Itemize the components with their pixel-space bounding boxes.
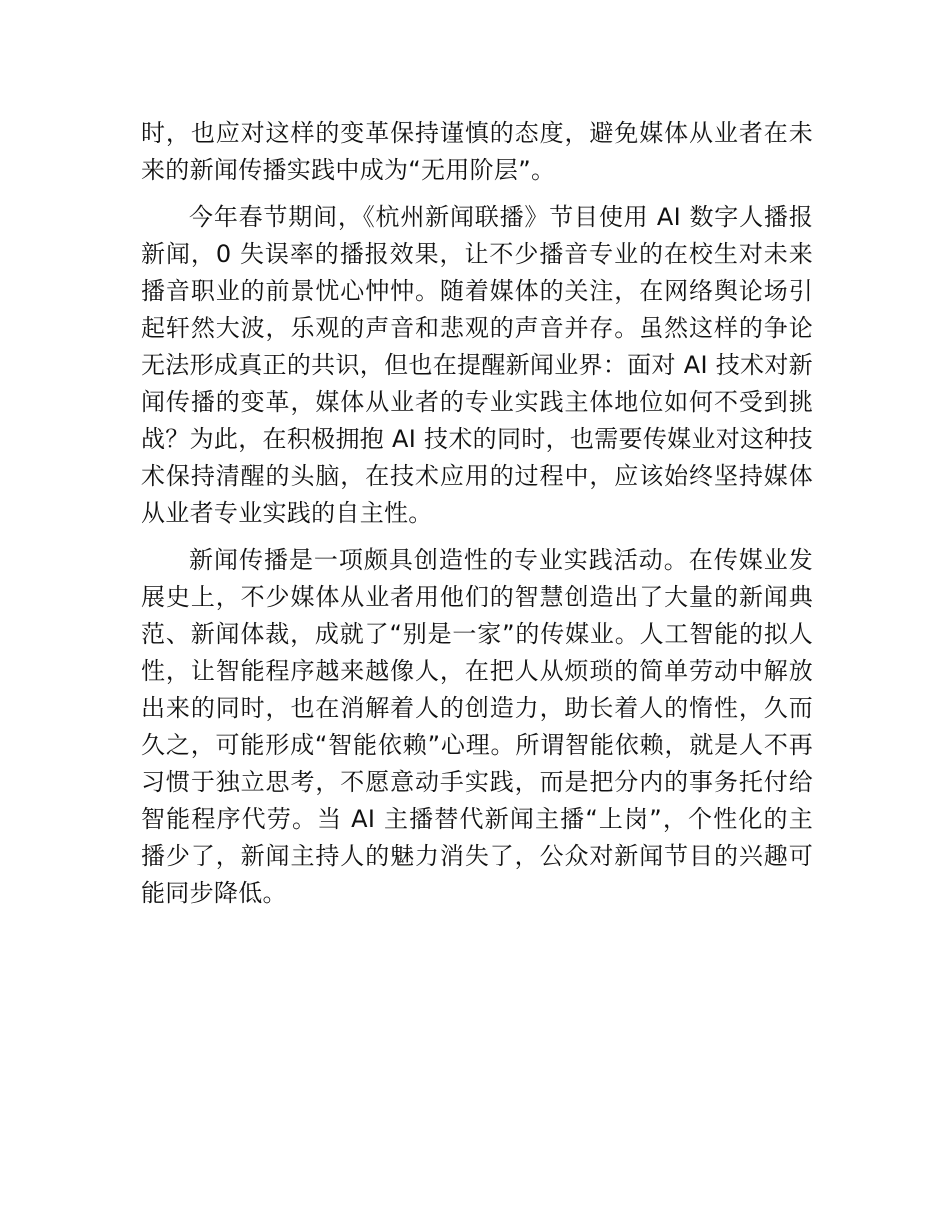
paragraph-continuation: 时，也应对这样的变革保持谨慎的态度，避免媒体从业者在未来的新闻传播实践中成为“无用阶层”。 bbox=[141, 119, 813, 184]
paragraph-creativity-dependence: 新闻传播是一项颇具创造性的专业实践活动。在传媒业发展史上，不少媒体从业者用他们的智慧创造出了大量的新闻典范、新闻体裁，成就了“别是一家”的传媒业。人工智能的拟人性，让智能程序越来越像人，在把人从烦琐的简单劳动中解放出来的同时，也在消解着人的创造力，助长着人的惰性，久而久之，可能形成“智能依赖”心理。所谓智能依赖，就是人不再习惯于独立思考，不愿意动手实践，而是把分内的事务托付给智能程序代劳。当 AI 主播替代新闻主播“上岗”，个性化的主播少了，新闻主持人的魅力消失了，公众对新闻节目的兴趣可能同步降低。 bbox=[141, 546, 813, 907]
document-page bbox=[141, 115, 813, 912]
paragraph-ai-anchor-debate: 今年春节期间，《杭州新闻联播》节目使用 AI 数字人播报新闻，0 失误率的播报效果，让不少播音专业的在校生对未来播音职业的前景忧心忡忡。随着媒体的关注，在网络舆论场引起轩然大波，乐观的声音和悲观的声音并存。虽然这样的争论无法形成真正的共识，但也在提醒新闻业界：面对 AI 技术对新闻传播的变革，媒体从业者的专业实践主体地位如何不受到挑战？为此，在积极拥抱 AI 技术的同时，也需要传媒业对这种技术保持清醒的头脑，在技术应用的过程中，应该始终坚持媒体从业者专业实践的自主性。 bbox=[141, 203, 813, 527]
